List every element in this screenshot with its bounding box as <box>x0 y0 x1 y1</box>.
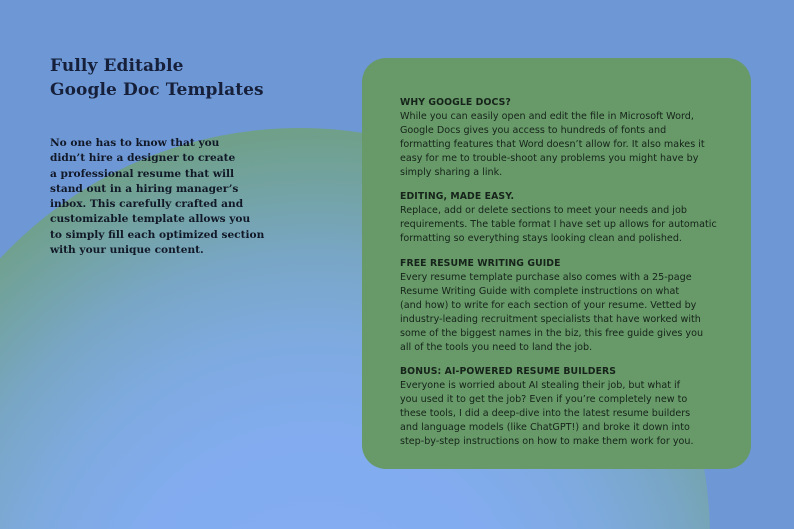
section-line: easy for me to trouble-shoot any problems you might have by <box>400 152 699 164</box>
features-card-content <box>400 96 740 460</box>
intro-line: No one has to know that you <box>50 137 220 149</box>
section-title: FREE RESUME WRITING GUIDE <box>400 258 561 270</box>
section-line: Every resume template purchase also comes with a 25-page <box>400 271 692 283</box>
feature-section-writing-guide <box>400 257 740 354</box>
intro-paragraph <box>50 136 280 258</box>
section-line: simply sharing a link. <box>400 166 503 178</box>
section-title: EDITING, MADE EASY. <box>400 191 515 203</box>
section-line: Everyone is worried about AI stealing their job, but what if <box>400 380 681 392</box>
section-line: you used it to get the job? Even if you’re completely new to <box>400 394 688 406</box>
section-line: requirements. The table format I have set up allows for automatic <box>400 219 717 231</box>
section-title: BONUS: AI-POWERED RESUME BUILDERS <box>400 366 617 378</box>
intro-line: inbox. This carefully crafted and <box>50 198 244 211</box>
section-line: formatting features that Word doesn’t allow for. It also makes it <box>400 138 705 150</box>
section-line: and language models (like ChatGPT!) and broke it down into <box>400 422 690 434</box>
section-line: Google Docs gives you access to hundreds of fonts and <box>400 124 667 136</box>
feature-section-google-docs <box>400 96 740 179</box>
section-line: some of the biggest names in the biz, this free guide gives you <box>400 327 704 339</box>
intro-line: to simply fill each optimized section <box>50 228 265 241</box>
section-line: step-by-step instructions on how to make them work for you. <box>400 435 694 447</box>
heading-line: Fully Editable <box>50 56 184 76</box>
heading-line: Google Doc Templates <box>50 80 264 100</box>
intro-line: with your unique content. <box>50 244 204 257</box>
feature-section-editing <box>400 190 740 246</box>
section-line: Resume Writing Guide with complete instructions on what <box>400 285 680 297</box>
section-line: these tools, I did a deep-dive into the latest resume builders <box>400 408 691 420</box>
section-line: (and how) to write for each section of your resume. Vetted by <box>400 299 697 311</box>
intro-line: customizable template allows you <box>50 213 251 226</box>
features-card <box>362 58 751 469</box>
section-line: all of the tools you need to land the job. <box>400 341 593 353</box>
feature-section-ai-builders <box>400 365 740 448</box>
intro-line: a professional resume that will <box>50 167 235 180</box>
section-line: Replace, add or delete sections to meet your needs and job <box>400 205 687 217</box>
intro-line: stand out in a hiring manager’s <box>50 182 239 195</box>
intro-line: didn’t hire a designer to create <box>50 152 236 165</box>
section-line: industry-leading recruitment specialists that have worked with <box>400 313 701 325</box>
section-line: While you can easily open and edit the file in Microsoft Word, <box>400 110 694 122</box>
page-heading <box>50 54 264 102</box>
section-title: WHY GOOGLE DOCS? <box>400 97 511 108</box>
section-line: formatting so everything stays looking clean and polished. <box>400 233 682 245</box>
